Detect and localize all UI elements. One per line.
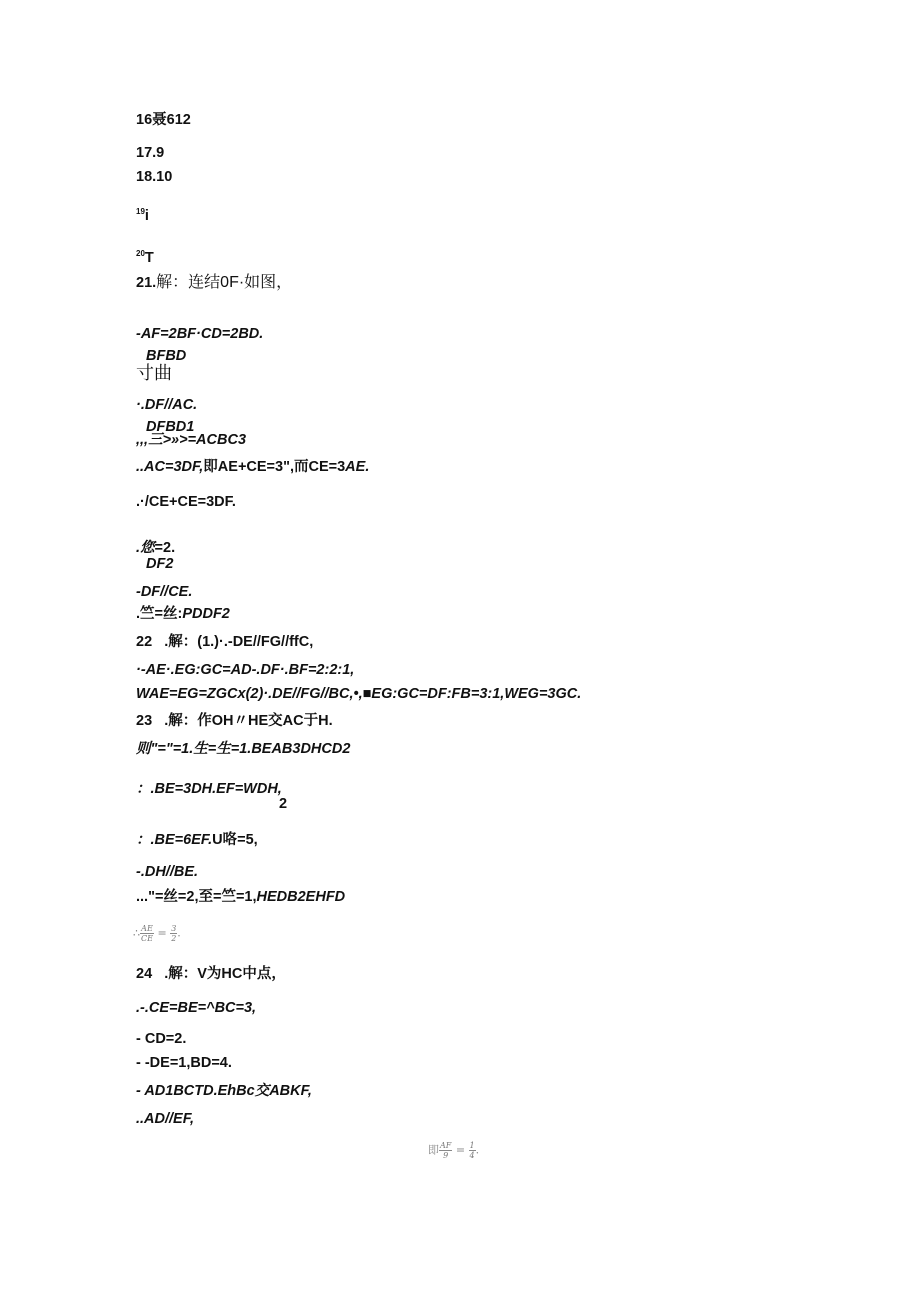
line-24-1: .-.CE=BE=^BC=3, [136, 1000, 257, 1016]
answer-23-heading: 23 .解：作OH〃HE交AC于H. [136, 713, 333, 729]
line-22-2: WAE=EG=ZGCx(2)·.DE//FG//BC,•,■EG:GC=DF:FB=3:1,WEG=3GC. [136, 686, 582, 702]
line-21-5: DFBD1 [146, 419, 195, 435]
answer-22-heading: 22 .解：(1.)·.-DE//FG//ffC, [136, 634, 314, 650]
line-23-2: ：.BE=3DH.EF=WDH, [136, 781, 282, 797]
line-23-4: ：.BE=6EF.U咯=5, [136, 832, 258, 848]
line-23-7-formula: ∴ $\frac{AE}{CE}$ = $\frac{3}{2}$ . [133, 924, 181, 943]
line-24-4: - AD1BCTD.EhBc交ABKF, [136, 1083, 312, 1099]
line-21-8: .·/CE+CE=3DF. [136, 494, 236, 510]
line-21-12: .竺=丝:PDDF2 [136, 606, 230, 622]
line-23-5: -.DH//BE. [136, 864, 199, 880]
line-21-1: -AF=2BF·CD=2BD. [136, 326, 264, 342]
line-21-4: ·.DF//AC. [136, 397, 198, 413]
line-21-10: DF2 [146, 556, 174, 572]
line-23-6: ..."=丝=2,至=竺=1,HEDB2EHFD [136, 889, 346, 905]
line-24-2: - CD=2. [136, 1031, 187, 1047]
line-24-5: ..AD//EF, [136, 1111, 195, 1127]
line-21-2: BFBD [146, 348, 187, 364]
line-21-6: ,,,三>»>=ACBC3 [136, 432, 247, 448]
line-21-3: 寸曲 [136, 363, 172, 383]
line-21-9: .您=2. [136, 540, 176, 556]
line-24-6-formula: 即 $\frac{AF}{9}$ = $\frac{1}{4}$ . [428, 1141, 480, 1160]
answer-16: 16聂612 [136, 112, 191, 128]
line-23-1: 则"="=1.生=生=1.BEAB3DHCD2 [136, 741, 351, 757]
answer-20: $^{20}$T [136, 249, 154, 266]
answer-18: 18.10 [136, 169, 173, 185]
line-21-7: ..AC=3DF,即AE+CE=3",而CE=3AE. [136, 459, 370, 475]
line-23-3: 2 [279, 796, 288, 812]
answer-19: $^{19}$i [136, 207, 149, 224]
line-21-11: -DF//CE. [136, 584, 193, 600]
answer-17: 17.9 [136, 145, 165, 161]
line-22-1: ·-AE·.EG:GC=AD-.DF·.BF=2:2:1, [136, 662, 355, 678]
answer-24-heading: 24 .解：V为HC中点， [136, 966, 286, 982]
line-24-3: - -DE=1,BD=4. [136, 1055, 232, 1071]
answer-21-heading: 21.解：连结0F·如图， [136, 274, 293, 291]
